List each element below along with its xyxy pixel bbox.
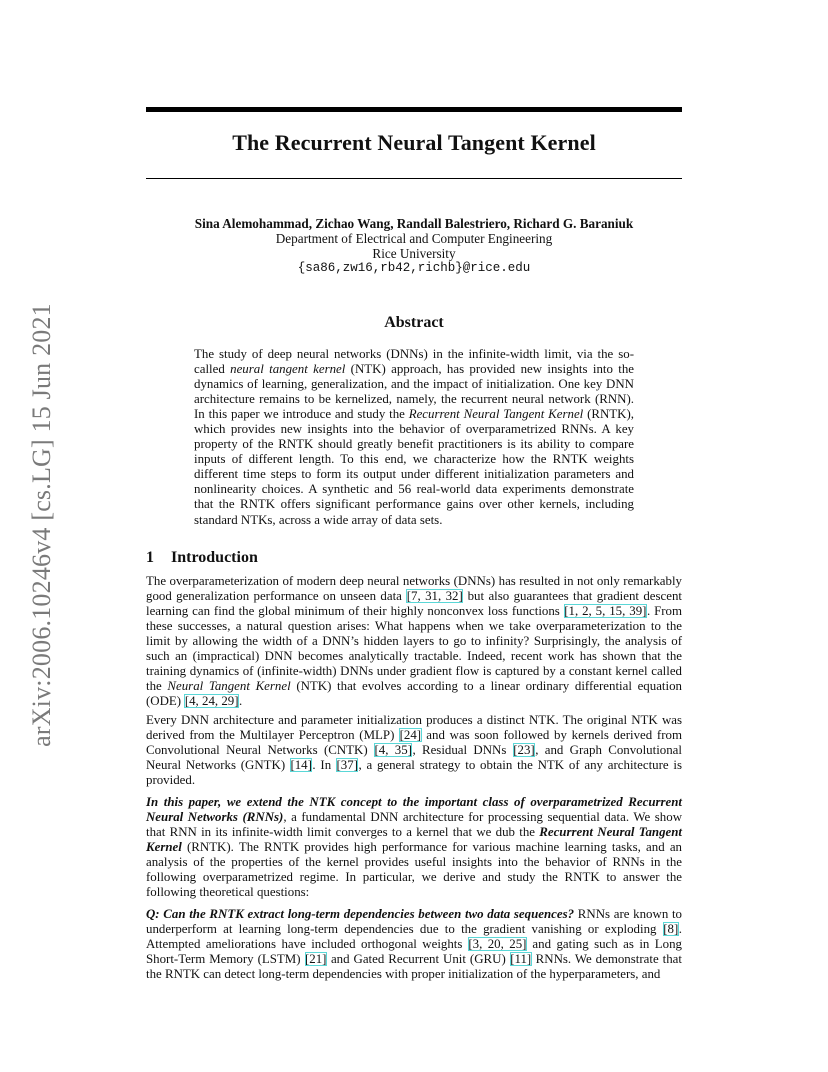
title-top-rule [146, 107, 682, 112]
paragraph-text: (RNTK). The RNTK provides high performance for various machine learning tasks, and an analysis of the properties of the kernel provides useful insights into the behavior of RNNs in the following overparametrized regime. In particular, we derive and study the RNTK to answer the following theoretical questions: [146, 840, 682, 900]
citation-link[interactable]: [11] [510, 952, 532, 967]
abstract-emphasis: neural tangent kernel [230, 362, 346, 377]
arxiv-identifier-text: arXiv:2006.10246v4 [cs.LG] 15 Jun 2021 [27, 303, 56, 747]
citation-link[interactable]: [14] [290, 758, 312, 773]
abstract-heading: Abstract [384, 314, 444, 331]
paper-title: The Recurrent Neural Tangent Kernel [232, 130, 596, 155]
paragraph-text: RNNs are known to underperform at learning long-term dependencies due to the gradient vanishing or exploding [146, 907, 682, 937]
paragraph-text: . In [312, 758, 336, 773]
citation-link[interactable]: [37] [336, 758, 358, 773]
paragraph-text: and was soon followed by kernels derived from Convolutional Neural Networks (CNTK) [146, 728, 682, 758]
author-department: Department of Electrical and Computer Engineering [275, 231, 553, 246]
paragraph-bold-italic: In this paper, we extend the NTK concept to the important class of overparametrized Recurrent Neural Networks (RNNs) [146, 795, 682, 825]
abstract-text: (NTK) approach, has provided new insights into the dynamics of learning, generalization, and the impact of initialization. One key DNN architecture remains to be kernelized, namely, the recurrent neural network (RNN). In this paper we introduce and study the [194, 362, 635, 422]
author-names: Sina Alemohammad, Zichao Wang, Randall Balestriero, Richard G. Baraniuk [194, 216, 634, 231]
intro-paragraph-4 [146, 907, 682, 982]
citation-link[interactable]: [4, 24, 29] [184, 694, 239, 709]
paragraph-text: , Residual DNNs [412, 743, 513, 758]
author-block [146, 216, 682, 276]
intro-paragraph-1 [146, 574, 682, 709]
section-heading [146, 549, 682, 567]
paragraph-text: . From these successes, a natural question arises: What happens when we take overparameterization to the limit by allowing the width of a DNN’s hidden layers to go to infinity? Surprisingly, the analysis of such an (impractical) DNN becomes analytically tractable. Indeed, recent work has shown that the training dynamics of (infinite-width) DNNs under gradient flow is captured by a constant kernel called the [146, 604, 683, 694]
author-university: Rice University [372, 246, 456, 261]
citation-link[interactable]: [8] [663, 922, 679, 937]
citation-link[interactable]: [23] [513, 743, 535, 758]
paragraph-text: Every DNN architecture and parameter initialization produces a distinct NTK. The original NTK was derived from the Multilayer Perceptron (MLP) [146, 713, 682, 743]
abstract-text: The study of deep neural networks (DNNs) in the infinite-width limit, via the so-called [194, 347, 634, 377]
citation-link[interactable]: [4, 35] [374, 743, 412, 758]
section-number: 1 [146, 549, 154, 566]
section-title: Introduction [171, 549, 258, 566]
abstract-emphasis: Recurrent Neural Tangent Kernel [408, 407, 584, 422]
author-email: {sa86,zw16,rb42,richb}@rice.edu [297, 261, 531, 275]
arxiv-identifier [17, 290, 67, 760]
question-heading: Q: Can the RNTK extract long-term dependencies between two data sequences? [146, 907, 575, 921]
paragraph-text: , a general strategy to obtain the NTK of any architecture is provided. [146, 758, 682, 788]
title-bottom-rule [146, 178, 682, 179]
citation-link[interactable]: [21] [305, 952, 327, 967]
paragraph-text: The overparameterization of modern deep neural networks (DNNs) has resulted in not only remarkably good generalization performance on unseen data [146, 574, 682, 604]
paragraph-text: and Gated Recurrent Unit (GRU) [326, 952, 510, 967]
citation-link[interactable]: [1, 2, 5, 15, 39] [564, 604, 647, 619]
paragraph-text: . Attempted ameliorations have included orthogonal weights [146, 922, 682, 952]
abstract-body [194, 347, 634, 528]
paragraph-text: and gating such as in Long Short-Term Memory (LSTM) [146, 937, 682, 967]
paragraph-text: . [239, 694, 243, 709]
intro-paragraph-2 [146, 713, 682, 788]
citation-link[interactable]: [3, 20, 25] [468, 937, 527, 952]
citation-link[interactable]: [24] [399, 728, 422, 743]
paragraph-text: but also guarantees that gradient descent learning can find the global minimum of their highly nonconvex loss functions [146, 589, 682, 619]
abstract-text: (RNTK), which provides new insights into the behavior of overparametrized RNNs. A key property of the RNTK should greatly benefit practitioners is its ability to compare inputs of different length. To this end, we characterize how the RNTK weights different time steps to form its output under different initialization parameters and nonlinearity choices. A synthetic and 56 real-world data experiments demonstrate that the RNTK offers significant performance gains over other kernels, including standard NTKs, across a wide array of data sets. [194, 407, 634, 527]
paragraph-text: , a fundamental DNN architecture for processing sequential data. We show that RNN in its infinite-width limit converges to a kernel that we dub the [146, 810, 683, 840]
paragraph-text: (NTK) that evolves according to a linear ordinary differential equation (ODE) [146, 679, 682, 709]
paragraph-bold-italic: Recurrent Neural Tangent Kernel [146, 825, 682, 855]
paragraph-emphasis: Neural Tangent Kernel [167, 679, 291, 694]
paragraph-text: RNNs. We demonstrate that the RNTK can detect long-term dependencies with proper initialization of the hyperparameters, and [146, 952, 682, 982]
citation-link[interactable]: [7, 31, 32] [406, 589, 463, 604]
paragraph-text: , and Graph Convolutional Neural Networks (GNTK) [146, 743, 682, 773]
intro-paragraph-3 [146, 795, 682, 900]
